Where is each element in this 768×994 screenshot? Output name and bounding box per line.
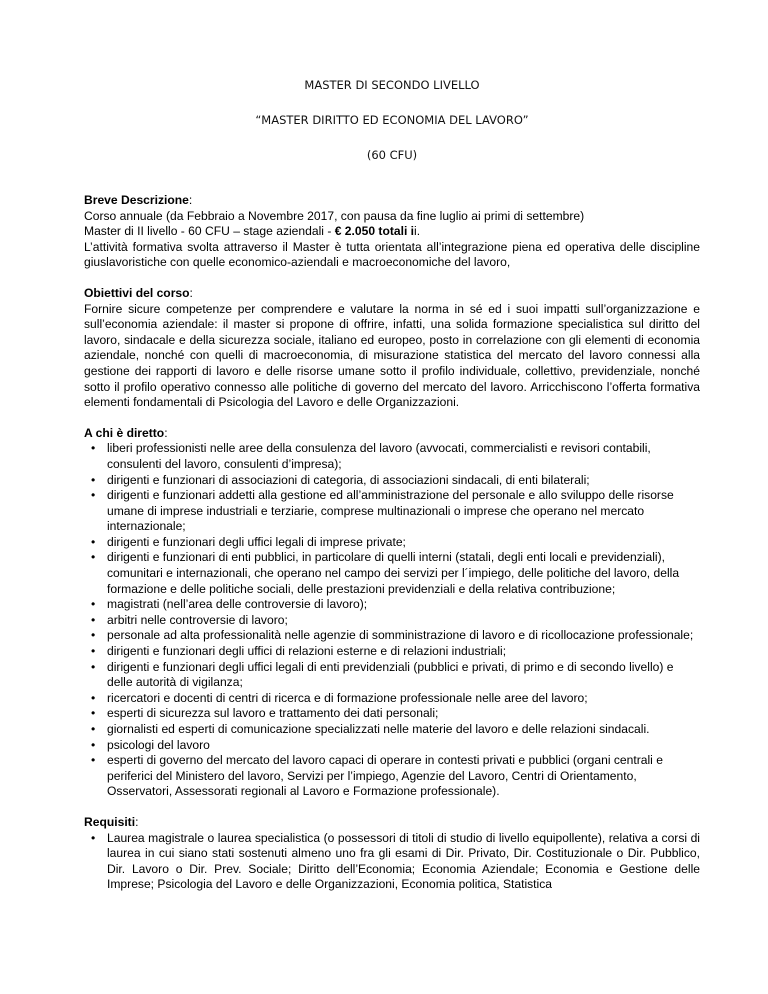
list-item: • ricercatori e docenti di centri di ricerca e di formazione professionale nelle aree del lavoro;: [91, 690, 588, 705]
section-heading: A chi è diretto:: [84, 425, 168, 440]
list-item: • arbitri nelle controversie di lavoro;: [91, 612, 288, 627]
price: € 2.050 totali i: [334, 224, 415, 239]
list-item: • psicologi del lavoro: [91, 737, 210, 752]
list-item: • dirigenti e funzionari di enti pubblici, in particolare di quelli interni (statali, degli enti locali e previdenziali), comunitari e internazionali, che operano nel campo dei servizi per l´impiego, delle politiche del lavoro, della formazione e delle politiche sociali, delle prestazioni previdenziali e della relativa contribuzione;: [91, 550, 680, 596]
requisiti-list: [84, 831, 700, 893]
document-title-credits: (60 CFU): [366, 148, 418, 162]
list-item: • personale ad alta professionalità nelle agenzie di somministrazione di lavoro e di ricollocazione professionale;: [91, 628, 694, 643]
list-item: • dirigenti e funzionari degli uffici legali di imprese private;: [91, 534, 406, 549]
list-item: • dirigenti e funzionari di associazioni di categoria, di associazioni sindacali, di enti bilaterali;: [91, 472, 590, 487]
section-descrizione: [84, 193, 700, 271]
destinatari-list: [84, 441, 700, 800]
descrizione-paragraph: L’attività formativa svolta attraverso il Master è tutta orientata all’integrazione piena ed operativa delle discipline giuslavoristiche con quelle economico-aziendali e macroeconomiche del lavoro,: [84, 239, 700, 270]
list-item: • Laurea magistrale o laurea specialistica (o possessori di titoli di studio di livello equipollente), relativa a corsi di laurea in cui siano stati sostenuti almeno uno fra gli esami di Dir. Privato, Dir. Costituzionale o Dir. Pubblico, Dir. Lavoro o Dir. Prev. Sociale; Diritto dell’Economia; Economia Aziendale; Economia e Gestione delle Imprese; Psicologia del Lavoro e delle Organizzazioni, Economia politica, Statistica: [91, 830, 700, 892]
list-item: • dirigenti e funzionari addetti alla gestione ed all’amministrazione del personale e allo sviluppo delle risorse umane di imprese industriali e terziarie, comprese multinazionali o imprese che operano nel mercato internazionale;: [91, 488, 674, 534]
descrizione-line-1: Corso annuale (da Febbraio a Novembre 2017, con pausa da fine luglio ai primi di settembre): [84, 208, 585, 223]
obiettivi-paragraph: Fornire sicure competenze per comprendere e valutare la norma in sé ed i suoi impatti sull’organizzazione e sull’economia aziendale: il master si propone di offrire, infatti, una solida formazione specialistica sul diritto del lavoro, sindacale e della sicurezza sociale, italiano ed europeo, posto in correlazione con gli elementi di economia aziendale, nonché con quelli di macroeconomia, di misurazione statistica del mercato del lavoro connessi alla gestione dei rapporti di lavoro e delle risorse umane sotto il profilo individuale, collettivo, previdenziale, nonché sotto il profilo operativo connesso alle politiche di governo del mercato del lavoro. Arricchiscono l’offerta formativa elementi fondamentali di Psicologia del Lavoro e delle Organizzazioni.: [84, 301, 700, 410]
descrizione-line-2: Master di II livello - 60 CFU – stage aziendali - € 2.050 totali ii.: [84, 224, 421, 239]
document-title-level: MASTER DI SECONDO LIVELLO: [304, 78, 480, 92]
section-destinatari: [84, 426, 700, 800]
list-item: • magistrati (nell’area delle controversie di lavoro);: [91, 597, 368, 612]
document-body: [84, 193, 700, 908]
section-heading: Breve Descrizione:: [84, 193, 193, 207]
list-item: • esperti di governo del mercato del lavoro capaci di operare in contesti privati e pubblici (organi centrali e periferici del Ministero del lavoro, Servizi per l’impiego, Agenzie del Lavoro, Centri di Orientamento, Osservatori, Assessorati regionali al Lavoro e Formazione professionale).: [91, 753, 663, 799]
list-item: • esperti di sicurezza sul lavoro e trattamento dei dati personali;: [91, 706, 439, 721]
section-heading: Requisiti:: [84, 814, 139, 829]
section-requisiti: [84, 815, 700, 893]
list-item: • dirigenti e funzionari degli uffici di relazioni esterne e di relazioni industriali;: [91, 644, 507, 659]
list-item: • dirigenti e funzionari degli uffici legali di enti previdenziali (pubblici e privati, di primo e di secondo livello) e delle autorità di vigilanza;: [91, 659, 674, 690]
section-heading: Obiettivi del corso:: [84, 285, 193, 300]
section-obiettivi: [84, 286, 700, 411]
list-item: • giornalisti ed esperti di comunicazione specializzati nelle materie del lavoro e delle relazioni sindacali.: [91, 722, 650, 736]
document-title-name: “MASTER DIRITTO ED ECONOMIA DEL LAVORO”: [255, 113, 529, 127]
list-item: • liberi professionisti nelle aree della consulenza del lavoro (avvocati, commercialisti e revisori contabili, consulenti del lavoro, consulenti d’impresa);: [91, 441, 651, 471]
